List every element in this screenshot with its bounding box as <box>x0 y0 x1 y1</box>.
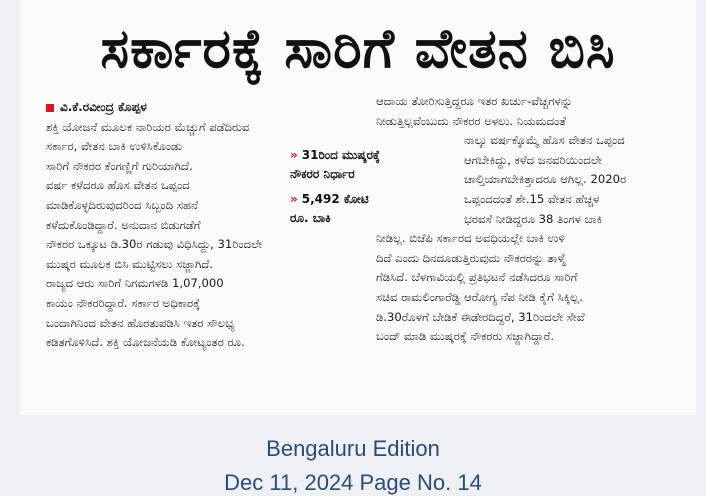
article-line: ಶಕ್ತಿ ಯೋಜನೆ ಮೂಲಕ ನಾರಿಯರ ಮೆಚ್ಚುಗೆ ಪಡೆದಿರುವ <box>46 119 250 134</box>
article-line: ನೌಕರರ ಒಕ್ಕೂಟ ಡಿ.30ರ ಗಡುವು ವಿಧಿಸಿದ್ದು, 31ರಿಂದಲೇ <box>46 237 263 252</box>
callout-text: ನೌಕರರ ನಿರ್ಧಾರ <box>290 167 355 181</box>
article-line: ಸರ್ಕಾರ, ವೇತನ ಬಾಕಿ ಉಳಿಸಿಕೊಂಡು <box>46 139 183 154</box>
article-line: ಬಂದ್ ಮಾಡಿ ಮುಷ್ಕರಕ್ಕೆ ನೌಕರರು ಸಜ್ಜಾಗಿದ್ದಾರೆ. <box>376 329 555 344</box>
article-line: ಡಿ.30ರೊಳಗೆ ಬೇಡಿಕೆ ಈಡೇರದಿದ್ದರೆ, 31ರಿಂದಲೇ ಸೇವೆ <box>376 309 585 324</box>
byline-marker <box>46 104 54 112</box>
article-line: ಕಳೆದುಕೊಂಡಿದ್ದಾರೆ. ಅನುದಾನ ಬಿಡುಗಡೆಗೆ <box>46 217 201 232</box>
article-line: ಮಾಡಿಕೊಳ್ಳದಿರುವುದರಿಂದ ಸಿಬ್ಬಂದಿ ಸಹನೆ <box>46 197 198 212</box>
article-line: ರಾಜ್ಯದ ಆರು ಸಾರಿಗೆ ನಿಗಮಗಳಡಿ 1,07,000 <box>46 276 224 291</box>
callout-text: 31ರಿಂದ ಮುಷ್ಕರಕ್ಕೆ <box>301 148 380 162</box>
article-right-column <box>376 92 690 347</box>
article-line: ಆದಾಯ ತೋರಿಸುತ್ತಿದ್ದರೂ ಇತರ ಖರ್ಚು-ವೆಚ್ಚಗಳನ್ನು <box>376 94 573 108</box>
article-line: ಮುಷ್ಕರ ಮೂಲಕ ಬಿಸಿ ಮುಟ್ಟಿಸಲು ಸಜ್ಜಾಗಿದೆ. <box>46 256 213 271</box>
article-line: ಸಚಿವ ರಾಮಲಿಂಗಾರೆಡ್ಡಿ ಆರೋಗ್ಯ ನೆಪ ನೀಡಿ ಕೈಗೆ ಸಿಕ್ಕಿಲ್ಲ. <box>376 289 583 304</box>
article-line: ನೀಡುತ್ತಿಲ್ಲವೆಂಬುದು ನೌಕರರ ಅಳಲು. ನಿಯಮದಂತೆ <box>376 113 566 128</box>
article-line: ನೀಡಿಲ್ಲ. ಬಿಜೆಪಿ ಸರ್ಕಾರದ ಅವಧಿಯಲ್ಲೇ ಬಾಕಿ ಉಳಿ <box>376 231 565 246</box>
article-line: ನಾಲ್ಕು ವರ್ಷಕ್ಕೊಮ್ಮೆ ಹೊಸ ವೇತನ ಒಪ್ಪಂದ <box>464 133 625 148</box>
article-line: ವರ್ಷ ಕಳೆದರೂ ಹೊಸ ವೇತನ ಒಪ್ಪಂದ <box>46 178 190 193</box>
article-line: ಒಪ್ಪಂದದಂತೆ ಶೇ.15 ವೇತನ ಹೆಚ್ಚಳ <box>464 191 600 206</box>
edition-caption: Bengaluru Edition <box>266 436 440 461</box>
newspaper-clipping <box>20 0 696 415</box>
byline-text: ವಿ.ಕೆ.ರವೀಂದ್ರ ಕೊಪ್ಪಳ <box>60 100 147 114</box>
callout-arrow-icon: » <box>290 192 298 206</box>
article-line: ಚಾಲ್ತಿಯಾಗಬೇಕಿತ್ತಾದರೂ ಆಗಿಲ್ಲ. 2020ರ <box>464 172 627 187</box>
article-line: ಗೆಡಿಸಿದೆ. ಬೆಳಗಾವಿಯಲ್ಲಿ ಪ್ರತಿಭಟನೆ ನಡೆಸಿದರೂ ಸಾರಿಗೆ <box>376 270 578 285</box>
article-line: ಬಂದಾಗಿನಿಂದ ವೇತನ ಹೊರತುಪಡಿಸಿ ಇತರ ಸೌಲಭ್ಯ <box>46 315 235 330</box>
headline: ಸರ್ಕಾರಕ್ಕೆ ಸಾರಿಗೆ ವೇತನ ಬಿಸಿ <box>100 17 616 80</box>
article-line: ದಿದೆ ಎಂದು ದಿನದೂಡುತ್ತಿರುವುದು ನೌಕರರನ್ನು ತಾಳ್ಮೆ <box>376 250 566 265</box>
callout-text: 5,492 ಕೋಟಿ <box>301 192 369 206</box>
byline <box>46 98 376 118</box>
article-line: ಕಡಿತಗೊಳಿಸಿದೆ. ಶಕ್ತಿ ಯೋಜನೆಯಡಿ ಕೋಟ್ಯಂತರ ರೂ. <box>46 335 245 350</box>
article-line: ಸಾರಿಗೆ ನೌಕರರ ಕೆಂಗಣ್ಣಿಗೆ ಗುರಿಯಾಗಿದೆ. <box>46 158 193 173</box>
article-line: ಕಾಯಂ ನೌಕರರಿದ್ದಾರೆ. ಸರ್ಕಾರ ಅಧಿಕಾರಕ್ಕೆ <box>46 295 201 310</box>
callout-arrow-icon: » <box>290 148 298 162</box>
callout-text: ರೂ. ಬಾಕಿ <box>290 211 331 225</box>
article-line: ಆಗಬೇಕಿದ್ದು, ಕಳೆದ ಜನವರಿಯಿಂದಲೇ <box>464 152 603 167</box>
article-line: ಭರವಸೆ ನೀಡಿದ್ದರೂ 38 ತಿಂಗಳ ಬಾಕಿ <box>464 211 603 226</box>
date-caption: Dec 11, 2024 Page No. 14 <box>224 470 482 495</box>
